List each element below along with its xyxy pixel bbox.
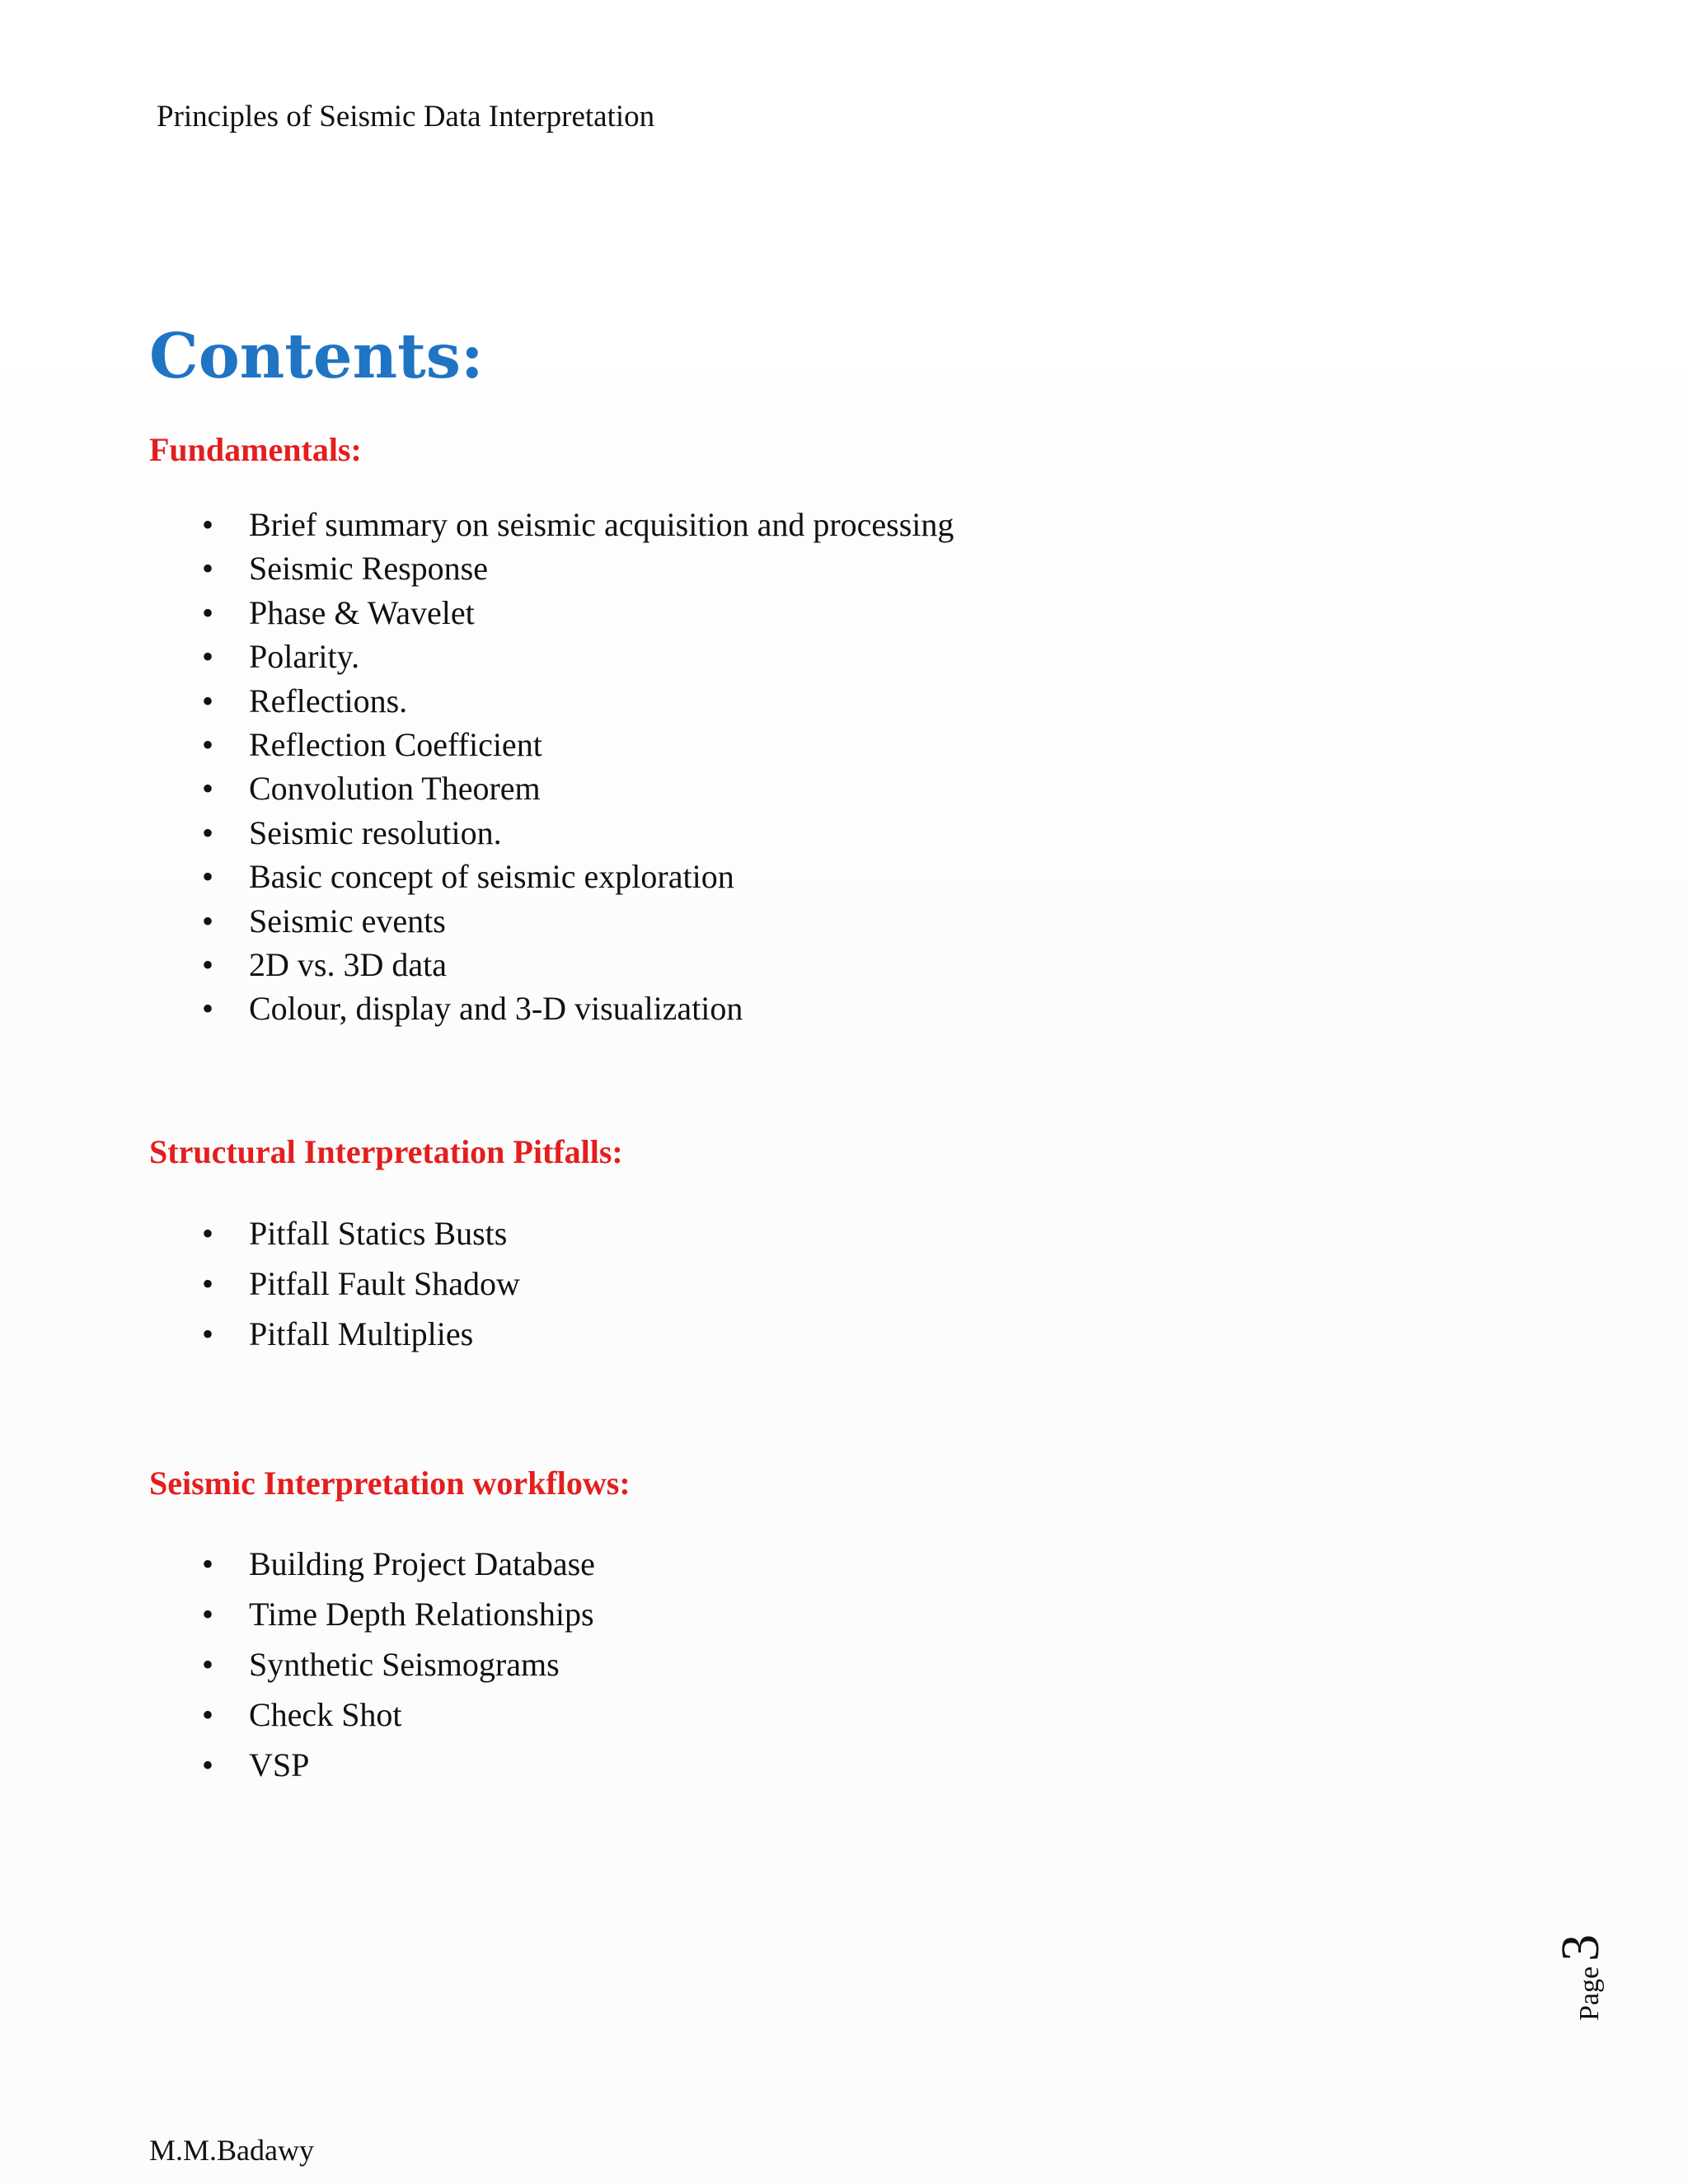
list-item-text: Pitfall Fault Shadow xyxy=(249,1265,520,1302)
list-item-text: Phase & Wavelet xyxy=(249,593,475,631)
list-item xyxy=(199,635,954,678)
list-item xyxy=(199,1740,595,1790)
interpretation-workflows-list xyxy=(199,1539,595,1790)
bullet-icon: • xyxy=(201,550,213,588)
section-heading-fundamentals: Fundamentals: xyxy=(149,431,362,468)
list-item xyxy=(199,1539,595,1589)
bullet-icon: • xyxy=(201,1646,213,1683)
list-item-text: Polarity. xyxy=(249,638,360,676)
list-item xyxy=(199,1589,595,1639)
list-item-text: 2D vs. 3D data xyxy=(249,945,447,983)
bullet-icon: • xyxy=(201,813,213,851)
fundamentals-list xyxy=(199,503,954,1031)
list-item xyxy=(199,943,954,987)
list-item xyxy=(199,679,954,723)
bullet-icon: • xyxy=(201,1215,213,1252)
list-item xyxy=(199,766,954,810)
list-item-text: Pitfall Statics Busts xyxy=(249,1215,508,1252)
list-item xyxy=(199,811,954,855)
page-label: Page xyxy=(1574,1966,1605,2021)
bullet-icon: • xyxy=(201,1696,213,1733)
list-item xyxy=(199,1309,520,1359)
bullet-icon: • xyxy=(201,990,213,1028)
page-number-value: 3 xyxy=(1550,1933,1611,1961)
list-item xyxy=(199,855,954,898)
running-header: Principles of Seismic Data Interpretation xyxy=(157,100,655,134)
bullet-icon: • xyxy=(201,638,213,676)
list-item xyxy=(199,1690,595,1740)
list-item-text: Brief summary on seismic acquisition and processing xyxy=(249,506,954,543)
list-item xyxy=(199,503,954,546)
bullet-icon: • xyxy=(201,1746,213,1783)
list-item-text: Time Depth Relationships xyxy=(249,1596,594,1633)
list-item xyxy=(199,1639,595,1690)
bullet-icon: • xyxy=(201,1596,213,1633)
list-item xyxy=(199,546,954,590)
list-item-text: Seismic resolution. xyxy=(249,813,502,851)
list-item-text: Reflection Coefficient xyxy=(249,725,542,763)
list-item-text: Check Shot xyxy=(249,1696,402,1733)
list-item xyxy=(199,591,954,635)
bullet-icon: • xyxy=(201,1545,213,1582)
list-item xyxy=(199,899,954,943)
list-item-text: Seismic Response xyxy=(249,550,488,588)
list-item xyxy=(199,1208,520,1258)
list-item-text: VSP xyxy=(249,1746,310,1783)
list-item-text: Reflections. xyxy=(249,682,408,719)
bullet-icon: • xyxy=(201,682,213,719)
structural-pitfalls-list xyxy=(199,1208,520,1359)
list-item-text: Synthetic Seismograms xyxy=(249,1646,560,1683)
bullet-icon: • xyxy=(201,1265,213,1302)
contents-title: Contents: xyxy=(149,320,484,392)
bullet-icon: • xyxy=(201,725,213,763)
list-item-text: Convolution Theorem xyxy=(249,770,541,808)
list-item xyxy=(199,987,954,1030)
footer-author: M.M.Badawy xyxy=(149,2134,314,2167)
page-number xyxy=(1550,1856,1611,2021)
bullet-icon: • xyxy=(201,1315,213,1352)
bullet-icon: • xyxy=(201,945,213,983)
list-item-text: Basic concept of seismic exploration xyxy=(249,858,734,896)
list-item xyxy=(199,723,954,766)
list-item xyxy=(199,1258,520,1309)
list-item-text: Building Project Database xyxy=(249,1545,595,1582)
list-item-text: Pitfall Multiplies xyxy=(249,1315,474,1352)
bullet-icon: • xyxy=(201,593,213,631)
list-item-text: Colour, display and 3-D visualization xyxy=(249,990,743,1028)
bullet-icon: • xyxy=(201,902,213,940)
bullet-icon: • xyxy=(201,506,213,543)
list-item-text: Seismic events xyxy=(249,902,446,940)
bullet-icon: • xyxy=(201,770,213,808)
bullet-icon: • xyxy=(201,858,213,896)
section-heading-structural-pitfalls: Structural Interpretation Pitfalls: xyxy=(149,1133,623,1170)
section-heading-interpretation-workflows: Seismic Interpretation workflows: xyxy=(149,1465,631,1502)
